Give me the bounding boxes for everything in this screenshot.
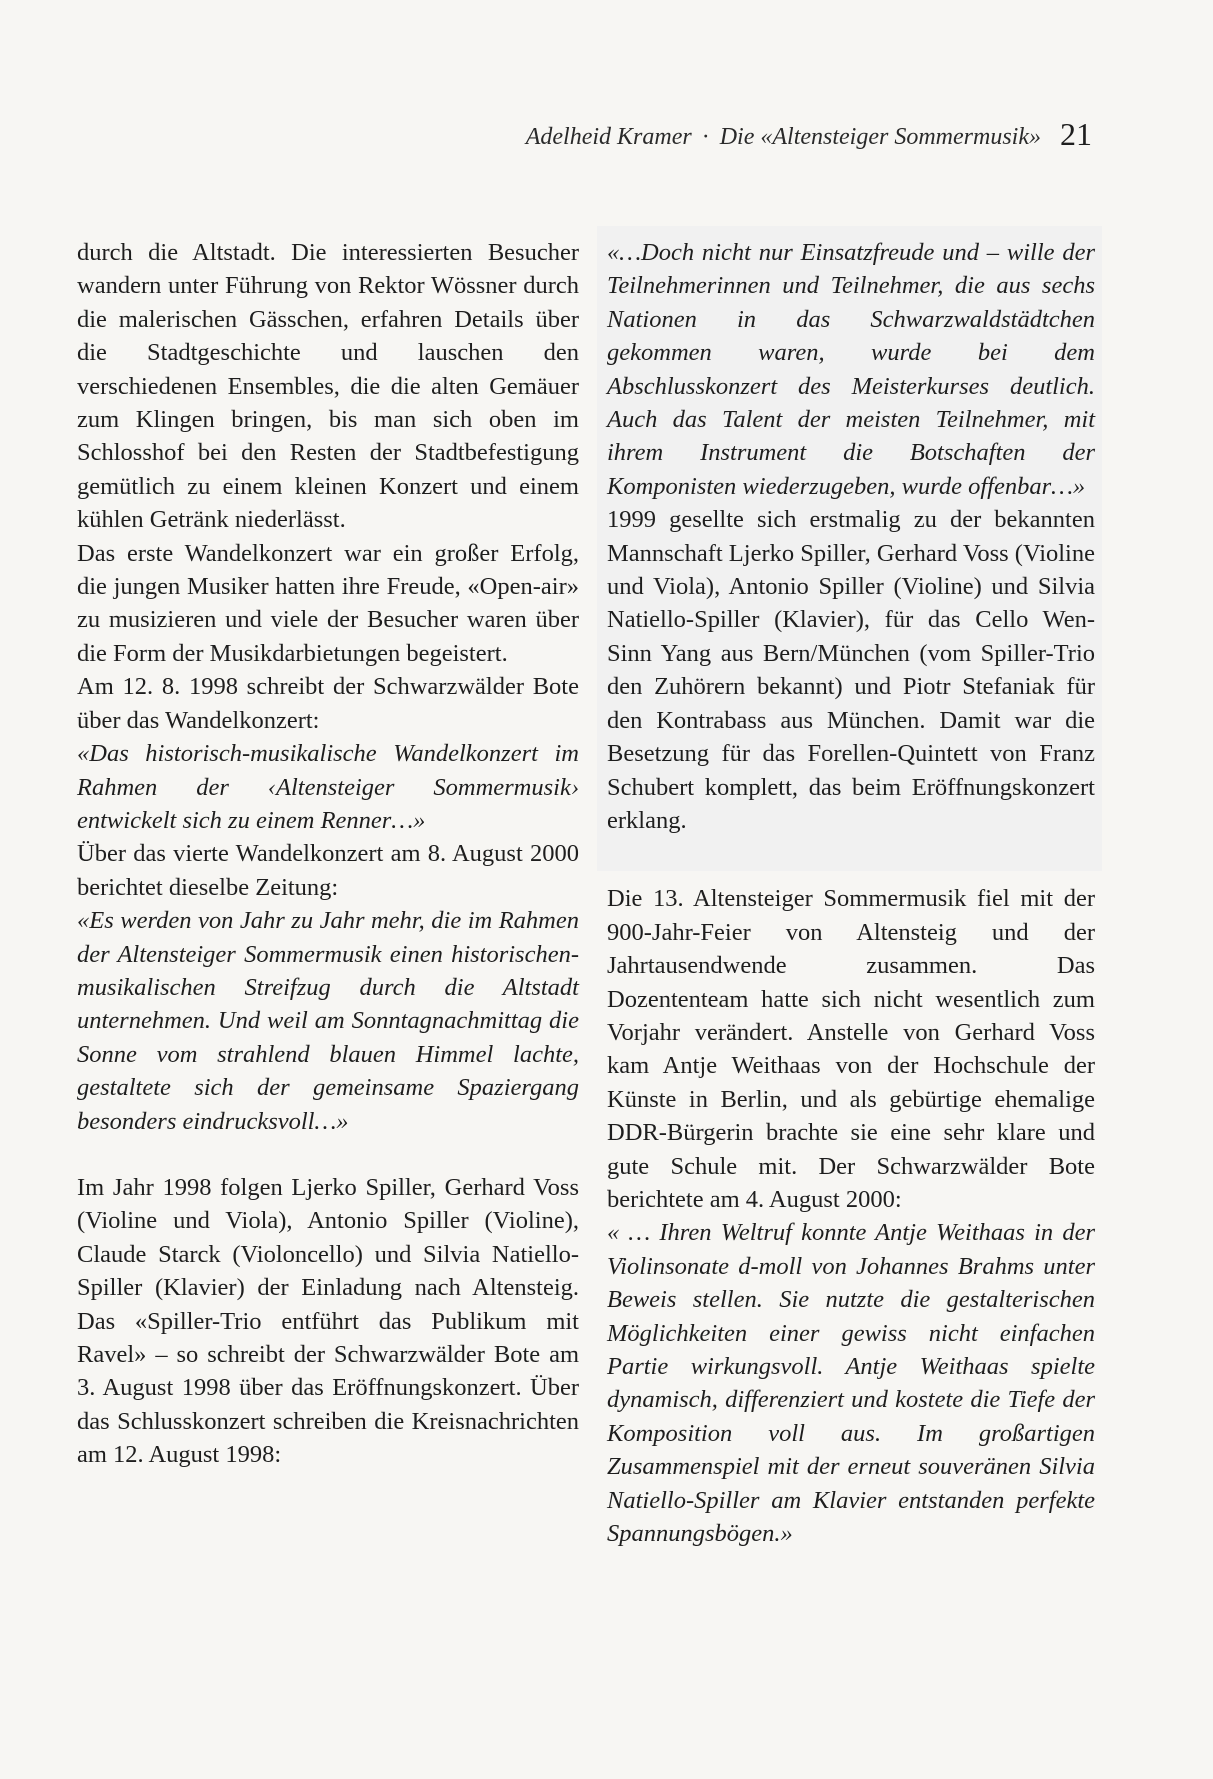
running-header bbox=[526, 124, 1041, 151]
paragraph: Am 12. 8. 1998 schreibt der Schwarzwälder Bote über das Wandelkonzert: bbox=[77, 673, 579, 734]
quote: «Das historisch-musikalische Wandelkonzert im Rahmen der ‹Altensteiger Sommermusik› entwickelt sich zu einem Renner…» bbox=[77, 740, 579, 834]
paragraph: 1999 gesellte sich erstmalig zu der bekannten Mannschaft Ljerko Spiller, Gerhard Voss (Violine und Viola), Antonio Spiller (Violine) und Silvia Natiello-Spiller (Klavier), für das Cello Wen-Sinn Yang aus Bern/München (vom Spiller-Trio den Zuhörern bekannt) und Piotr Stefaniak für den Kontrabass aus München. Damit war die Besetzung für das Forellen-Quintett von Franz Schubert komplett, das beim Eröffnungskonzert erklang. bbox=[607, 506, 1095, 834]
right-column bbox=[607, 236, 1095, 1550]
quote: « … Ihren Weltruf konnte Antje Weithaas in der Violinsonate d-moll von Johannes Brahms unter Beweis stellen. Sie nutzte die gestalterischen Möglichkeiten einer gewiss nicht einfachen Partie wirkungsvoll. Antje Weithaas spielte dynamisch, differenziert und kostete die Tiefe der Komposition voll aus. Im großartigen Zusammenspiel mit der erneut souveränen Silvia Natiello-Spiller am Klavier entstanden perfekte Spannungsbögen.» bbox=[607, 1219, 1095, 1548]
quote: «Es werden von Jahr zu Jahr mehr, die im Rahmen der Altensteiger Sommermusik einen historischen-musikalischen Streifzug durch die Altstadt unternehmen. Und weil am Sonntagnachmittag die Sonne vom strahlend blauen Himmel lachte, gestaltete sich der gemeinsame Spaziergang besonders eindrucksvoll…» bbox=[77, 907, 579, 1135]
header-title: Die «Altensteiger Sommermusik» bbox=[719, 124, 1041, 150]
page-number: 21 bbox=[1060, 116, 1092, 152]
paragraph: durch die Altstadt. Die interessierten Besucher wandern unter Führung von Rektor Wössner durch die malerischen Gässchen, erfahren Details über die Stadtgeschichte und lauschen den verschiedenen Ensembles, die die alten Gemäuer zum Klingen bringen, bis man sich oben im Schlosshof bei den Resten der Stadtbefestigung gemütlich zu einem kleinen Konzert und einem kühlen Getränk niederlässt. bbox=[77, 239, 579, 534]
left-column bbox=[77, 236, 579, 1472]
header-separator: · bbox=[701, 124, 710, 150]
paragraph: Im Jahr 1998 folgen Ljerko Spiller, Gerhard Voss (Violine und Viola), Antonio Spiller (Violine), Claude Starck (Violoncello) und Silvia Natiello-Spiller (Klavier) der Einladung nach Altensteig. Das «Spiller-Trio entführt das Publikum mit Ravel» – so schreibt der Schwarzwälder Bote am 3. August 1998 über das Eröffnungskonzert. Über das Schlusskonzert schreiben die Kreisnachrichten am 12. August 1998: bbox=[77, 1173, 579, 1469]
paragraph: Die 13. Altensteiger Sommermusik fiel mit der 900-Jahr-Feier von Altensteig und der Jahrtausendwende zusammen. Das Dozententeam hatte sich nicht wesentlich zum Vorjahr verändert. Anstelle von Gerhard Voss kam Antje Weithaas von der Hochschule der Künste in Berlin, und als gebürtige ehemalige DDR-Bürgerin brachte sie eine sehr klare und gute Schule mit. Der Schwarzwälder Bote berichtete am 4. August 2000: bbox=[607, 885, 1095, 1213]
quote: «…Doch nicht nur Einsatzfreude und – wille der Teilnehmerinnen und Teilnehmer, die aus sechs Nationen in das Schwarzwaldstädtchen gekommen waren, wurde bei dem Abschlusskonzert des Meisterkurses deutlich. Auch das Talent der meisten Teilnehmer, mit ihrem Instrument die Botschaften der Komponisten wiederzugeben, wurde offenbar…» bbox=[607, 239, 1095, 500]
header-author: Adelheid Kramer bbox=[525, 124, 692, 150]
paragraph: Über das vierte Wandelkonzert am 8. August 2000 berichtet dieselbe Zeitung: bbox=[77, 840, 579, 901]
paragraph: Das erste Wandelkonzert war ein großer Erfolg, die jungen Musiker hatten ihre Freude, «Open-air» zu musizieren und viele der Besucher waren über die Form der Musikdarbietungen begeistert. bbox=[77, 539, 579, 667]
